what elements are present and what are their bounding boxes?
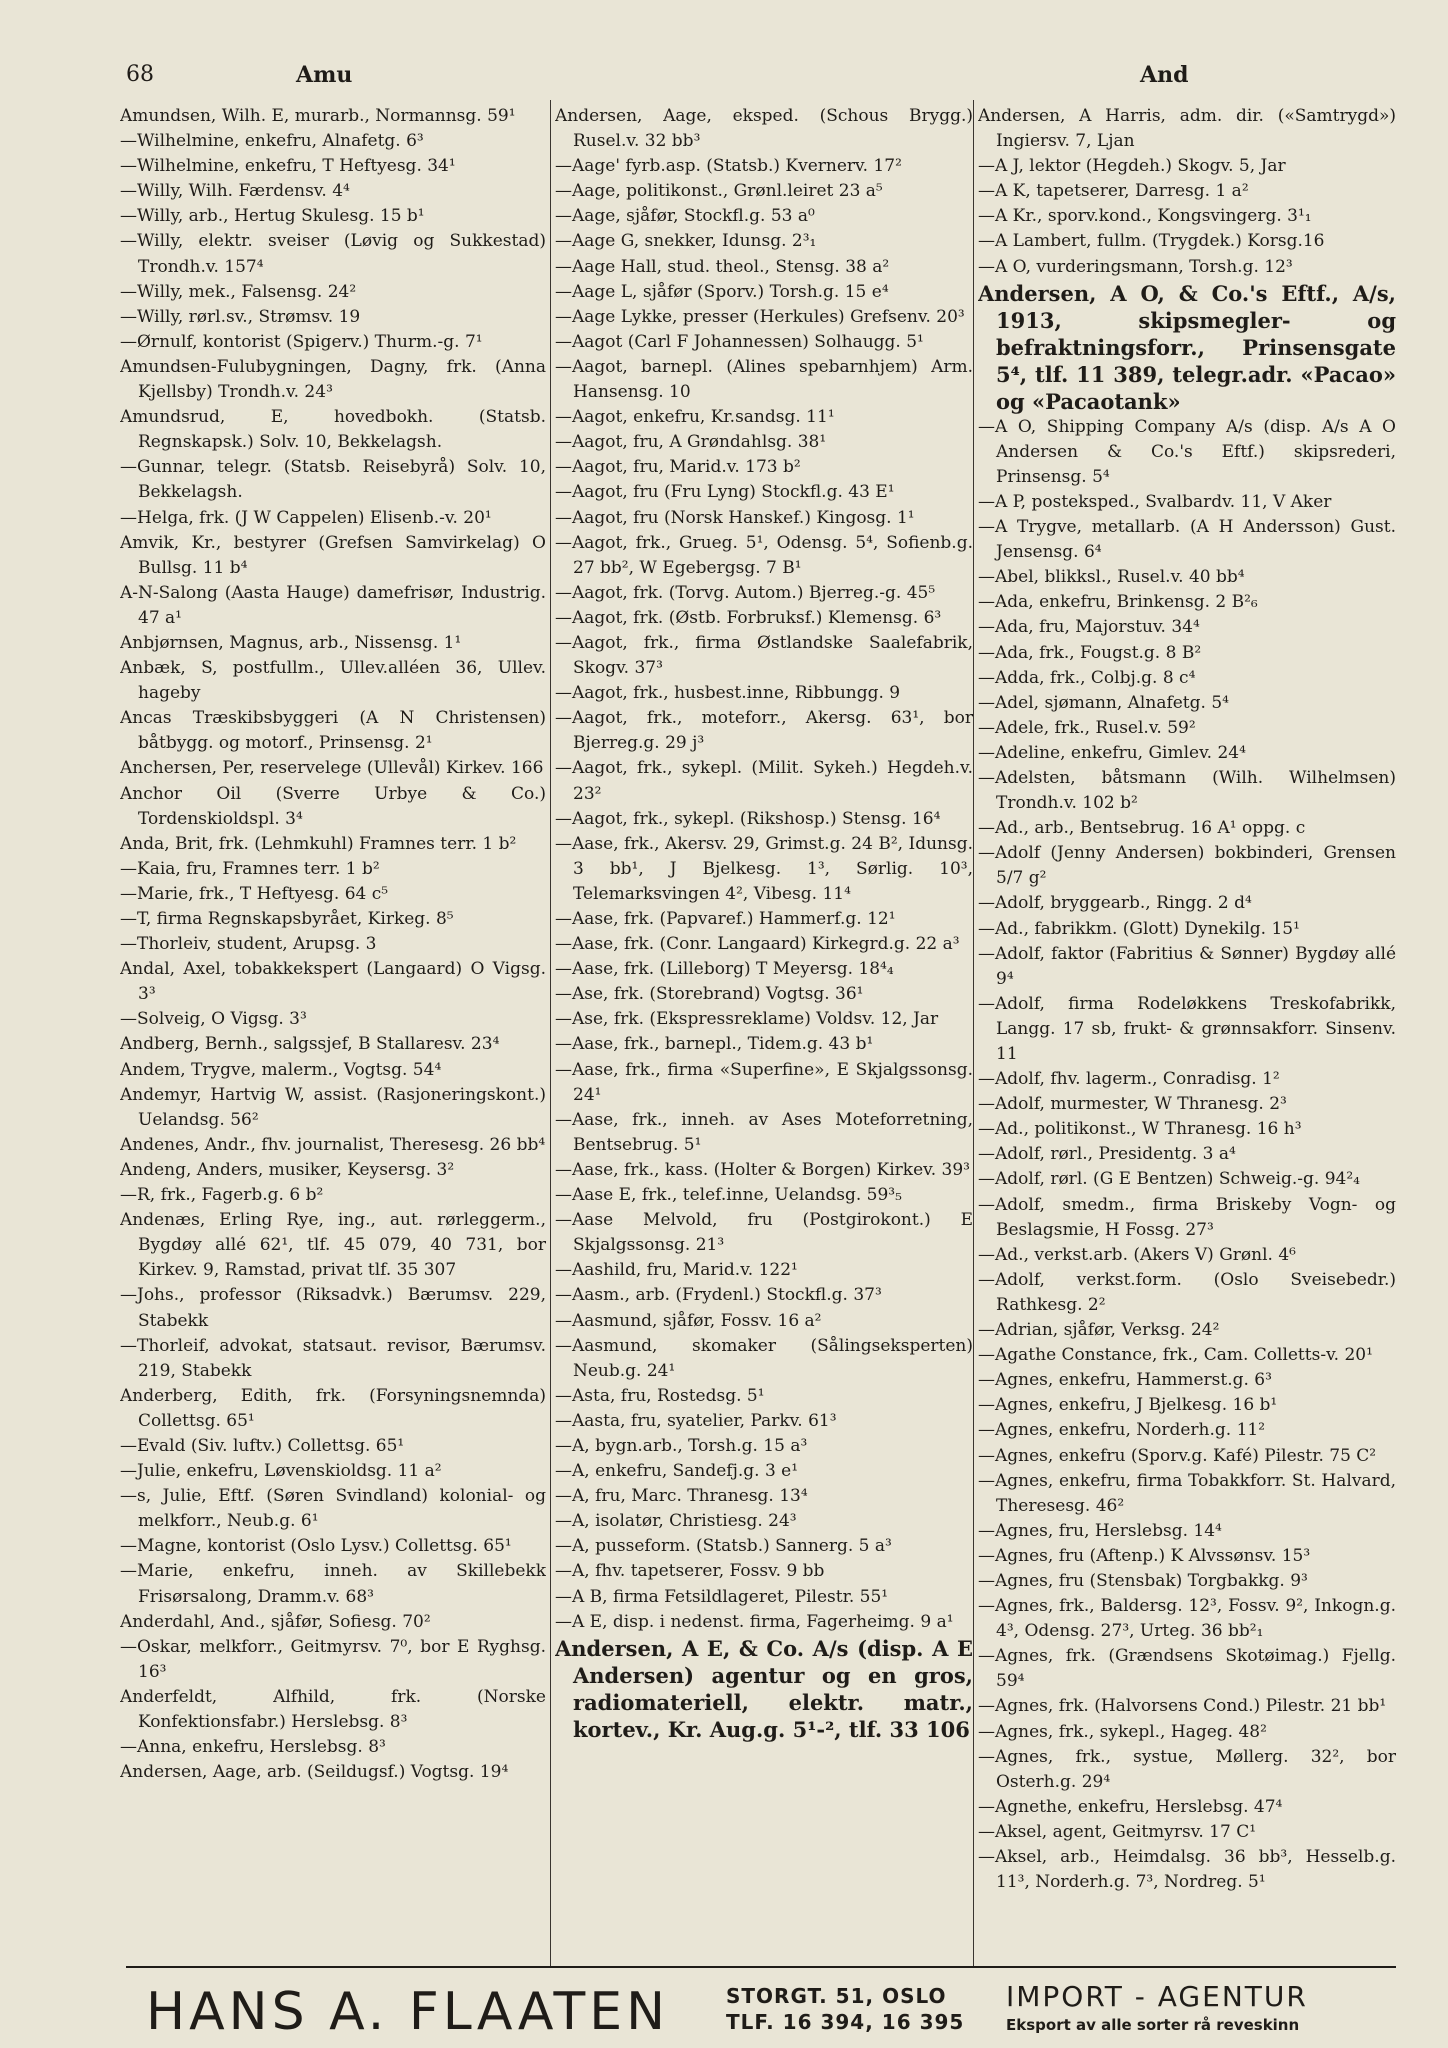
directory-entry: —Julie, enkefru, Løvenskioldsg. 11 a² (120, 1461, 442, 1482)
directory-entry: —Asta, fru, Rostedsg. 5¹ (555, 1385, 765, 1406)
directory-entry: —Willy, rørl.sv., Strømsv. 19 (120, 306, 361, 327)
directory-entry: —Aagot (Carl F Johannessen) Solhaugg. 5¹ (555, 331, 924, 352)
directory-entry: —Aase, frk., barnepl., Tidem.g. 43 b¹ (555, 1034, 874, 1055)
directory-entry: —Agnes, enkefru, firma Tobakkforr. St. Halvard, Theresesg. 46² (978, 1470, 1396, 1516)
directory-entry: —A, pusseform. (Statsb.) Sannerg. 5 a³ (555, 1536, 892, 1557)
directory-entry: Andenæs, Erling Rye, ing., aut. rørleggerm., Bygdøy allé 62¹, tlf. 45 079, 40 731, bor Kirkev. 9, Ramstad, privat tlf. 35 307 (120, 1210, 546, 1281)
directory-entry: Andersen, A Harris, adm. dir. («Samtrygd») Ingiersv. 7, Ljan (978, 106, 1396, 152)
directory-entry: —Agnes, frk., Baldersg. 12³, Fossv. 9², Inkogn.g. 4³, Odensg. 27³, Urteg. 36 bb²₁ (978, 1596, 1396, 1642)
right-guide-word: And (1140, 62, 1189, 88)
directory-entry: —Agnes, frk., systue, Møllerg. 32², bor Osterh.g. 29⁴ (978, 1746, 1396, 1792)
directory-entry: —Aase, frk. (Lilleborg) T Meyersg. 18⁴₄ (555, 959, 894, 980)
directory-entry: Andersen, A E, & Co. A/s (disp. A E Andersen) agentur og en gros, radiomateriell, elektr. matr., kortev., Kr. Aug.g. 5¹-², tlf. 33 106 (555, 1635, 973, 1742)
directory-entry: —A, isolatør, Christiesg. 24³ (555, 1511, 797, 1532)
column-divider (973, 100, 974, 1966)
directory-entry: —A J, lektor (Hegdeh.) Skogv. 5, Jar (978, 156, 1286, 177)
directory-entry: —Aagot, frk., sykepl. (Rikshosp.) Stensg. 16⁴ (555, 808, 941, 829)
directory-entry: —T, firma Regnskapsbyrået, Kirkeg. 8⁵ (120, 909, 454, 929)
directory-entry: —Aage, politikonst., Grønl.leiret 23 a⁵ (555, 181, 883, 202)
directory-entry: —A, enkefru, Sandefj.g. 3 e¹ (555, 1461, 799, 1482)
directory-entry: A-N-Salong (Aasta Hauge) damefrisør, Industrig. 47 a¹ (120, 582, 546, 628)
directory-column-1 (120, 104, 546, 1964)
directory-entry: —Aagot, enkefru, Kr.sandsg. 11¹ (555, 407, 835, 428)
directory-entry: —A O, Shipping Company A/s (disp. A/s A O Andersen & Co.'s Eftf.) skipsrederi, Prinsensg. 5⁴ (978, 416, 1396, 487)
directory-entry: —Adolf (Jenny Andersen) bokbinderi, Grensen 5/7 g² (978, 843, 1396, 889)
directory-entry: —Aashild, fru, Marid.v. 122¹ (555, 1260, 798, 1281)
directory-entry: —Ad., arb., Bentsebrug. 16 A¹ oppg. c (978, 818, 1306, 839)
directory-entry: —Agnethe, enkefru, Herslebsg. 47⁴ (978, 1796, 1283, 1817)
directory-entry: —Agnes, fru (Aftenp.) K Alvssønsv. 15³ (978, 1545, 1311, 1566)
directory-entry: —A B, firma Fetsildlageret, Pilestr. 55¹ (555, 1586, 889, 1607)
directory-entry: —Aagot, frk. (Torvg. Autom.) Bjerreg.-g. 45⁵ (555, 582, 936, 603)
directory-entry: —Ada, enkefru, Brinkensg. 2 B²₆ (978, 592, 1258, 613)
directory-entry: —Aasmund, skomaker (Sålingseksperten) Neub.g. 24¹ (555, 1335, 973, 1381)
directory-entry: —Aasm., arb. (Frydenl.) Stockfl.g. 37³ (555, 1285, 882, 1306)
directory-entry: —Aagot, fru (Fru Lyng) Stockfl.g. 43 E¹ (555, 482, 895, 503)
directory-entry: —A E, disp. i nedenst. firma, Fagerheimg. 9 a¹ (555, 1611, 954, 1632)
page-header (126, 62, 1396, 98)
directory-entry: —Johs., professor (Riksadvk.) Bærumsv. 229, Stabekk (120, 1285, 546, 1331)
directory-entry: —Aagot, fru, A Grøndahlsg. 38¹ (555, 432, 827, 453)
directory-entry: —Anna, enkefru, Herslebsg. 8³ (120, 1737, 386, 1758)
directory-entry: —Agnes, frk. (Grændsens Skotøimag.) Fjellg. 59⁴ (978, 1646, 1396, 1692)
directory-entry: —Agnes, fru (Stensbak) Torgbakkg. 9³ (978, 1570, 1308, 1591)
directory-entry: —Aage L, sjåfør (Sporv.) Torsh.g. 15 e⁴ (555, 281, 889, 302)
left-guide-word: Amu (296, 62, 353, 88)
directory-entry: Andal, Axel, tobakkekspert (Langaard) O Vigsg. 3³ (120, 959, 546, 1005)
directory-entry: Anderberg, Edith, frk. (Forsyningsnemnda) Collettsg. 65¹ (120, 1385, 546, 1431)
directory-entry: —Agnes, enkefru, J Bjelkesg. 16 b¹ (978, 1395, 1278, 1416)
directory-entry: —Kaia, fru, Framnes terr. 1 b² (120, 858, 380, 879)
directory-entry: Amundsen-Fulubygningen, Dagny, frk. (Anna Kjellsby) Trondh.v. 24³ (120, 356, 546, 403)
directory-entry: —A K, tapetserer, Darresg. 1 a² (978, 181, 1249, 202)
advertiser-address (726, 1983, 964, 2035)
directory-entry: —Solveig, O Vigsg. 3³ (120, 1009, 307, 1030)
directory-entry: —Thorleiv, student, Arupsg. 3 (120, 934, 377, 955)
column-divider (550, 100, 551, 1966)
directory-entry: —Ørnulf, kontorist (Spigerv.) Thurm.-g. 7¹ (120, 331, 483, 352)
directory-entry: —Aase, frk. (Papvaref.) Hammerf.g. 12¹ (555, 909, 896, 929)
directory-entry: Anderdahl, And., sjåfør, Sofiesg. 70² (120, 1611, 431, 1632)
directory-entry: —Adele, frk., Rusel.v. 59² (978, 717, 1196, 738)
directory-entry: —Helga, frk. (J W Cappelen) Elisenb.-v. 20¹ (120, 507, 492, 528)
advertisement-divider (126, 1966, 1396, 1968)
directory-entry: —Aage' fyrb.asp. (Statsb.) Kvernerv. 17² (555, 156, 902, 177)
page-number: 68 (126, 62, 154, 87)
phone-line: TLF. 16 394, 16 395 (726, 2010, 965, 2034)
directory-entry: —Adelsten, båtsmann (Wilh. Wilhelmsen) Trondh.v. 102 b² (978, 767, 1396, 814)
directory-entry: —A O, vurderingsmann, Torsh.g. 12³ (978, 256, 1293, 277)
directory-entry: Ancas Træskibsbyggeri (A N Christensen) båtbygg. og motorf., Prinsensg. 2¹ (120, 708, 546, 754)
directory-entry: Andenes, Andr., fhv. journalist, Theresesg. 26 bb⁴ (120, 1134, 546, 1155)
directory-column-2 (555, 104, 973, 1964)
directory-entry: —A Lambert, fullm. (Trygdek.) Korsg.16 (978, 231, 1325, 252)
address-line: STORGT. 51, OSLO (726, 1984, 947, 2008)
directory-entry: —Aagot, frk., moteforr., Akersg. 63¹, bor Bjerreg.g. 29 j³ (555, 708, 973, 754)
advertiser-name: HANS A. FLAATEN (146, 1982, 669, 2042)
advertisement-banner (126, 1980, 1406, 2042)
directory-entry: Anchor Oil (Sverre Urbye & Co.) Tordenskioldspl. 3⁴ (120, 783, 546, 829)
directory-entry: Amvik, Kr., bestyrer (Grefsen Samvirkelag) O Bullsg. 11 b⁴ (120, 532, 546, 578)
directory-entry: —Aase, frk., kass. (Holter & Borgen) Kirkev. 39³ (555, 1159, 970, 1180)
directory-entry: —Agnes, enkefru (Sporv.g. Kafé) Pilestr. 75 C² (978, 1445, 1377, 1466)
directory-entry: —Adolf, smedm., firma Briskeby Vogn- og Beslagsmie, H Fossg. 27³ (978, 1194, 1396, 1240)
directory-entry: —R, frk., Fagerb.g. 6 b² (120, 1185, 324, 1206)
directory-entry: Andersen, Aage, eksped. (Schous Brygg.) Rusel.v. 32 bb³ (555, 106, 973, 152)
directory-entry: —Aage G, snekker, Idunsg. 2³₁ (555, 231, 817, 252)
directory-entry: —Ada, fru, Majorstuv. 34⁴ (978, 617, 1200, 638)
directory-entry: —A, fhv. tapetserer, Fossv. 9 bb (555, 1561, 825, 1582)
directory-entry: Andersen, Aage, arb. (Seildugsf.) Vogtsg. 19⁴ (120, 1762, 509, 1783)
directory-entry: —Willy, elektr. sveiser (Løvig og Sukkestad) Trondh.v. 157⁴ (120, 231, 546, 277)
directory-entry: —Aagot, fru (Norsk Hanskef.) Kingosg. 1¹ (555, 507, 915, 528)
directory-entry: —A, fru, Marc. Thranesg. 13⁴ (555, 1486, 808, 1507)
directory-entry: —Aagot, frk., sykepl. (Milit. Sykeh.) Hegdeh.v. 23² (555, 758, 973, 804)
directory-entry: —Agnes, enkefru, Norderh.g. 11² (978, 1420, 1266, 1441)
export-text: Eksport av alle sorter rå reveskinn (1006, 2016, 1300, 2034)
directory-entry: —Aagot, barnepl. (Alines spebarnhjem) Arm. Hansensg. 10 (555, 356, 973, 403)
directory-entry: —Aase, frk. (Conr. Langaard) Kirkegrd.g. 22 a³ (555, 934, 960, 955)
directory-entry: —Adolf, rørl., Presidentg. 3 a⁴ (978, 1144, 1236, 1165)
directory-entry: —Adolf, firma Rodeløkkens Treskofabrikk, Langg. 17 sb, frukt- & grønnsakforr. Sinsenv. 11 (978, 993, 1396, 1064)
directory-entry: —Aagot, frk., firma Østlandske Saalefabrik, Skogv. 37³ (555, 632, 973, 679)
directory-entry: —Agathe Constance, frk., Cam. Colletts-v. 20¹ (978, 1345, 1373, 1366)
directory-entry: —Aagot, fru, Marid.v. 173 b² (555, 457, 801, 478)
directory-entry: —Evald (Siv. luftv.) Collettsg. 65¹ (120, 1435, 405, 1456)
directory-entry: —Marie, frk., T Heftyesg. 64 c⁵ (120, 883, 389, 904)
directory-entry: Amundsrud, E, hovedbokh. (Statsb. Regnskapsk.) Solv. 10, Bekkelagsh. (120, 407, 546, 453)
directory-entry: —Magne, kontorist (Oslo Lysv.) Collettsg. 65¹ (120, 1536, 512, 1557)
directory-entry: —Aksel, arb., Heimdalsg. 36 bb³, Hesselb.g. 11³, Norderh.g. 7³, Nordreg. 5¹ (978, 1847, 1396, 1893)
directory-entry: —Adolf, rørl. (G E Bentzen) Schweig.-g. 94²₄ (978, 1169, 1360, 1190)
directory-entry: Amundsen, Wilh. E, murarb., Normannsg. 59¹ (120, 106, 516, 126)
directory-entry: —Adolf, murmester, W Thranesg. 2³ (978, 1094, 1287, 1115)
directory-entry: —Thorleif, advokat, statsaut. revisor, Bærumsv. 219, Stabekk (120, 1335, 546, 1381)
directory-entry: —Adolf, verkst.form. (Oslo Sveisebedr.) Rathkesg. 2² (978, 1269, 1396, 1315)
directory-entry: —Ad., politikonst., W Thranesg. 16 h³ (978, 1119, 1302, 1140)
directory-entry: —Adrian, sjåfør, Verksg. 24² (978, 1320, 1220, 1341)
import-agentur-text: IMPORT - AGENTUR (1006, 1980, 1308, 2013)
directory-entry: —Aagot, frk. (Østb. Forbruksf.) Klemensg. 6³ (555, 607, 942, 628)
directory-entry: —Ad., fabrikkm. (Glott) Dynekilg. 15¹ (978, 918, 1300, 939)
directory-entry: —Aase, frk., firma «Superfine», E Skjalgssonsg. 24¹ (555, 1059, 973, 1105)
directory-entry: —Adolf, fhv. lagerm., Conradisg. 1² (978, 1069, 1280, 1090)
directory-entry: —Aagot, frk., husbest.inne, Ribbungg. 9 (555, 683, 901, 704)
directory-entry: Anda, Brit, frk. (Lehmkuhl) Framnes terr. 1 b² (120, 833, 517, 854)
directory-entry: —Aase, frk., inneh. av Ases Moteforretning, Bentsebrug. 5¹ (555, 1109, 973, 1155)
directory-entry: —Adolf, bryggearb., Ringg. 2 d⁴ (978, 893, 1252, 914)
directory-entry: —Adel, sjømann, Alnafetg. 5⁴ (978, 692, 1229, 713)
directory-entry: —Agnes, fru, Herslebsg. 14⁴ (978, 1520, 1222, 1541)
directory-entry: —Oskar, melkforr., Geitmyrsv. 7⁰, bor E Ryghsg. 16³ (120, 1636, 546, 1682)
directory-entry: —Aase E, frk., telef.inne, Uelandsg. 59³₅ (555, 1185, 902, 1206)
directory-entry: —Abel, blikksl., Rusel.v. 40 bb⁴ (978, 567, 1245, 588)
directory-entry: —Gunnar, telegr. (Statsb. Reisebyrå) Solv. 10, Bekkelagsh. (120, 457, 546, 503)
directory-entry: —Adolf, faktor (Fabritius & Sønner) Bygdøy allé 9⁴ (978, 943, 1396, 989)
directory-entry: —Marie, enkefru, inneh. av Skillebekk Frisørsalong, Dramm.v. 68³ (120, 1561, 546, 1607)
directory-entry: Andem, Trygve, malerm., Vogtsg. 54⁴ (120, 1059, 442, 1080)
directory-entry: Andersen, A O, & Co.'s Eftf., A/s, 1913, skipsmegler- og befraktningsforr., Prinsensgate 5⁴, tlf. 11 389, telegr.adr. «Pacao» og «Pacaotank» (978, 280, 1396, 414)
directory-entry: Andeng, Anders, musiker, Keysersg. 3² (120, 1159, 455, 1180)
directory-entry: —A P, posteksped., Svalbardv. 11, V Aker (978, 491, 1332, 512)
directory-entry: —Aage, sjåfør, Stockfl.g. 53 a⁰ (555, 206, 815, 227)
directory-entry: —Aagot, frk., Grueg. 5¹, Odensg. 5⁴, Sofienb.g. 27 bb², W Egebergsg. 7 B¹ (555, 532, 973, 578)
directory-entry: —Aksel, agent, Geitmyrsv. 17 C¹ (978, 1821, 1257, 1842)
directory-entry: —A Kr., sporv.kond., Kongsvingerg. 3¹₁ (978, 206, 1312, 227)
directory-entry: Andberg, Bernh., salgssjef, B Stallaresv. 23⁴ (120, 1034, 500, 1055)
directory-entry: —Willy, arb., Hertug Skulesg. 15 b¹ (120, 206, 425, 227)
directory-entry: —A Trygve, metallarb. (A H Andersson) Gust. Jensensg. 6⁴ (978, 517, 1396, 563)
directory-entry: —Aasmund, sjåfør, Fossv. 16 a² (555, 1310, 822, 1331)
directory-entry: —Agnes, frk. (Halvorsens Cond.) Pilestr. 21 bb¹ (978, 1696, 1387, 1717)
directory-entry: —Adeline, enkefru, Gimlev. 24⁴ (978, 742, 1246, 763)
directory-column-3 (978, 104, 1396, 1964)
directory-entry: Anchersen, Per, reservelege (Ullevål) Kirkev. 166 (120, 758, 544, 779)
directory-entry: —Willy, Wilh. Færdensv. 4⁴ (120, 181, 350, 202)
directory-entry: —Aase Melvold, fru (Postgirokont.) E Skjalgssonsg. 21³ (555, 1210, 973, 1256)
directory-entry: —Aasta, fru, syatelier, Parkv. 61³ (555, 1410, 837, 1431)
directory-entry: —Ad., verkst.arb. (Akers V) Grønl. 4⁶ (978, 1244, 1296, 1265)
directory-entry: —A, bygn.arb., Torsh.g. 15 a³ (555, 1435, 808, 1456)
directory-entry: Anbæk, S, postfullm., Ullev.alléen 36, Ullev. hageby (120, 658, 546, 704)
directory-entry: —Aage Hall, stud. theol., Stensg. 38 a² (555, 256, 890, 277)
directory-entry: Anbjørnsen, Magnus, arb., Nissensg. 1¹ (120, 632, 462, 653)
directory-entry: —Adda, frk., Colbj.g. 8 c⁴ (978, 667, 1196, 688)
directory-entry: —Aase, frk., Akersv. 29, Grimst.g. 24 B², Idunsg. 3 bb¹, J Bjelkesg. 1³, Sørlig. 10³, Telemarksvingen 4², Vibesg. 11⁴ (555, 833, 973, 904)
directory-entry: —Aage Lykke, presser (Herkules) Grefsenv. 20³ (555, 306, 965, 327)
directory-entry: —Agnes, enkefru, Hammerst.g. 6³ (978, 1370, 1272, 1391)
directory-entry: —Wilhelmine, enkefru, Alnafetg. 6³ (120, 131, 424, 152)
directory-entry: —Agnes, frk., sykepl., Hageg. 48² (978, 1721, 1267, 1742)
directory-entry: —Ada, frk., Fougst.g. 8 B² (978, 642, 1202, 663)
directory-entry: Anderfeldt, Alfhild, frk. (Norske Konfektionsfabr.) Herslebsg. 8³ (120, 1686, 546, 1732)
directory-entry: —Ase, frk. (Storebrand) Vogtsg. 36¹ (555, 984, 864, 1005)
directory-entry: —Ase, frk. (Ekspressreklame) Voldsv. 12, Jar (555, 1009, 939, 1030)
directory-entry: Andemyr, Hartvig W, assist. (Rasjoneringskont.) Uelandsg. 56² (120, 1084, 546, 1130)
directory-entry: —Willy, mek., Falsensg. 24² (120, 281, 357, 302)
directory-entry: —Wilhelmine, enkefru, T Heftyesg. 34¹ (120, 156, 456, 177)
directory-entry: —s, Julie, Eftf. (Søren Svindland) kolonial- og melkforr., Neub.g. 6¹ (120, 1486, 546, 1532)
